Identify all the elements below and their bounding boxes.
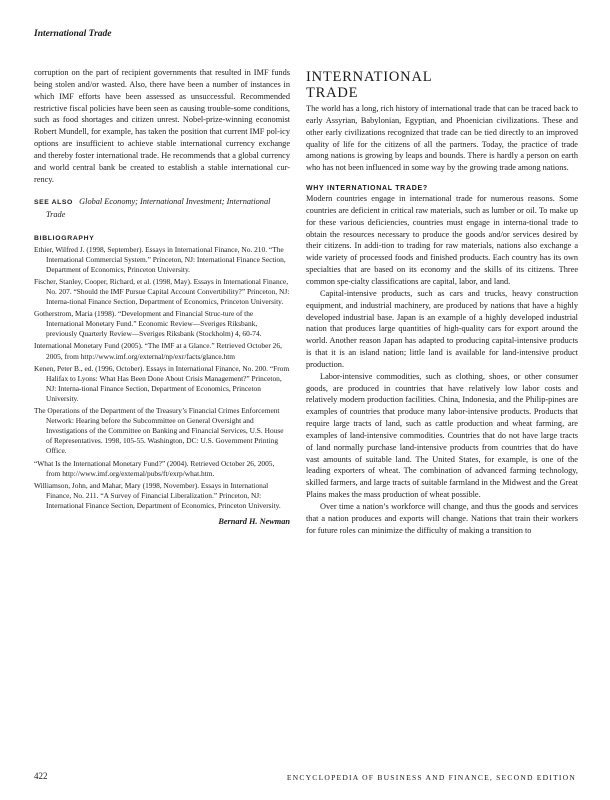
see-also-label: SEE ALSO (34, 199, 73, 207)
continued-paragraph: corruption on the part of recipient governments that resulted in IMF funds being stolen and/or wasted. Also, there have been a number of instances in which IMF efforts have been assessed as unsuccessful. Recommended restrictive fiscal policies have been seen as causing trouble-some conditions, such as food shortages and citizen unrest. Nobel-prize-winning economist Robert Mundell, for example, has taken the position that current IMF pol-icy options are insufficient to achieve stable international currency exchange and thereby foster international trade. He recommends that a global currency and world central bank be created to establish a stable international cur-rency. (34, 68, 290, 184)
see-also-topics: Global Economy; International Investment; International Trade (46, 197, 271, 220)
body-paragraph: Over time a nation’s workforce will change, and thus the goods and services that a nation produces and exports will change. Nations that train their workers for future roles can minimize the difficulty of making a transition to (306, 502, 578, 535)
bibliography-entry: The Operations of the Department of the Treasury’s Financial Crimes Enforcement Network: Hearing before the Subcommittee on General Oversight and Investigations of the Committee on Banking and Financial Services, U.S. House of Representatives. 1998, 105-55. Washington, DC: U.S. Government Printing Office. (34, 406, 284, 456)
author-signature: Bernard H. Newman (218, 516, 290, 526)
bibliography-entry: “What Is the International Monetary Fund?” (2004). Retrieved October 26, 2005, from http://www.imf.org/external/pubs/ft/exrp/what.htm. (34, 458, 275, 478)
publication-title: ENCYCLOPEDIA OF BUSINESS AND FINANCE, SECOND EDITION (286, 773, 576, 782)
article-title-line2: TRADE (306, 85, 359, 101)
bibliography-entry: Ethier, Wilfred J. (1998, September). Essays in International Finance, No. 210. “The International Commercial System.” Princeton, NJ: International Finance Section, Department of Economics, Princeton University. (34, 244, 286, 274)
section-subheading: WHY INTERNATIONAL TRADE? (306, 185, 428, 193)
body-paragraph: Capital-intensive products, such as cars and trucks, heavy construction equipment, and industrial machinery, are produced by nations that have a highly developed industrial base. Japan is an example of a highly developed industrial nation that produces large quantities of high-quality cars for export around the world. Another reason Japan has adapted to producing capital-intensive products is that it is an island nation; little land is available for land-intensive product production. (306, 288, 578, 369)
see-also (34, 196, 290, 220)
right-column (306, 67, 578, 537)
bibliography-entry: Kenen, Peter B., ed. (1996, October). Essays in International Finance, No. 200. “From Halifax to Lyons: What Has Been Done About Crisis Management?” Princeton, NJ: Interna-tional Finance Section, Department of Economics, Princeton University. (34, 363, 290, 403)
running-head: International Trade (34, 29, 112, 39)
body-paragraph: Labor-intensive commodities, such as clothing, shoes, or other consumer goods, are produced in countries that have relatively low labor costs and relatively modern production facilities. China, Indonesia, and the Philip-pines are examples of countries that produce many labor-intensive products. Products that require large tracts of land, such as cattle production and wheat farming, are examples of land-intensive commodities. Countries that do not have large tracts of land normally purchase land-intensive products from countries that do have vast amounts of suitable land. The United States, for example, is one of the leading exporters of wheat. The combination of advanced farming technology, skilled farmers, and large tracts of suitable farmland in the Midwest and the Great Plains makes the mass production of wheat possible. (306, 371, 578, 500)
bibliography-entry: Williamson, John, and Mahar, Mary (1998, November). Essays in International Finance, No. 211. “A Survey of Financial Liberalization.” Princeton, NJ: International Finance Section, Department of Economics, Princeton University. (34, 480, 281, 510)
bibliography-entry: Gotherstrom, Maria (1998). “Development and Financial Struc-ture of the International Monetary Fund.” Economic Review—Sveriges Riksbank, previously Quarterly Review—Sveriges Riksbank (Stockholm) 4, 60-74. (34, 309, 262, 339)
left-column (34, 67, 290, 526)
intro-paragraph: The world has a long, rich history of international trade that can be traced back to early Assyrian, Babylonian, Egyptian, and Phoenician civilizations. These and other early civilizations recognized that trade can be tied directly to an improved quality of life for the citizens of all the partners. Today, the practice of trade among nations is growing by leaps and bounds. There is hardly a person on earth who has not been influenced in some way by the growing trade among nations. (306, 104, 578, 173)
article-title-line1: INTERNATIONAL (306, 69, 433, 85)
bibliography-entry: Fischer, Stanley, Cooper, Richard, et al. (1998, May). Essays in International Finance, No. 207. “Should the IMF Pursue Capital Account Convertibility?” Princeton, NJ: Interna-tional Finance Section, Department of Economics, Princeton University. (34, 276, 290, 307)
body-paragraph: Modern countries engage in international trade for numerous reasons. Some countries are deficient in critical raw materials, such as lumber or oil. To make up for these various deficiencies, countries must engage in interna-tional trade to obtain the resources necessary to produce the goods and/or services desired by their citizens. In addi-tion to trading for raw materials, nations also exchange a wide variety of processed foods and finished products. Each country has its own specialties that are based on its economy and the skills of its citizens. Three common spe-cialty classifications are capital, labor, and land. (306, 194, 578, 286)
bibliography-heading: BIBLIOGRAPHY (34, 234, 95, 242)
bibliography-entry: International Monetary Fund (2005). “The IMF at a Glance.” Retrieved October 26, 2005, from http://www.imf.org/external/np/exr/facts/glance.htm (34, 341, 282, 361)
article-title (306, 69, 578, 101)
page-number: 422 (34, 771, 48, 781)
